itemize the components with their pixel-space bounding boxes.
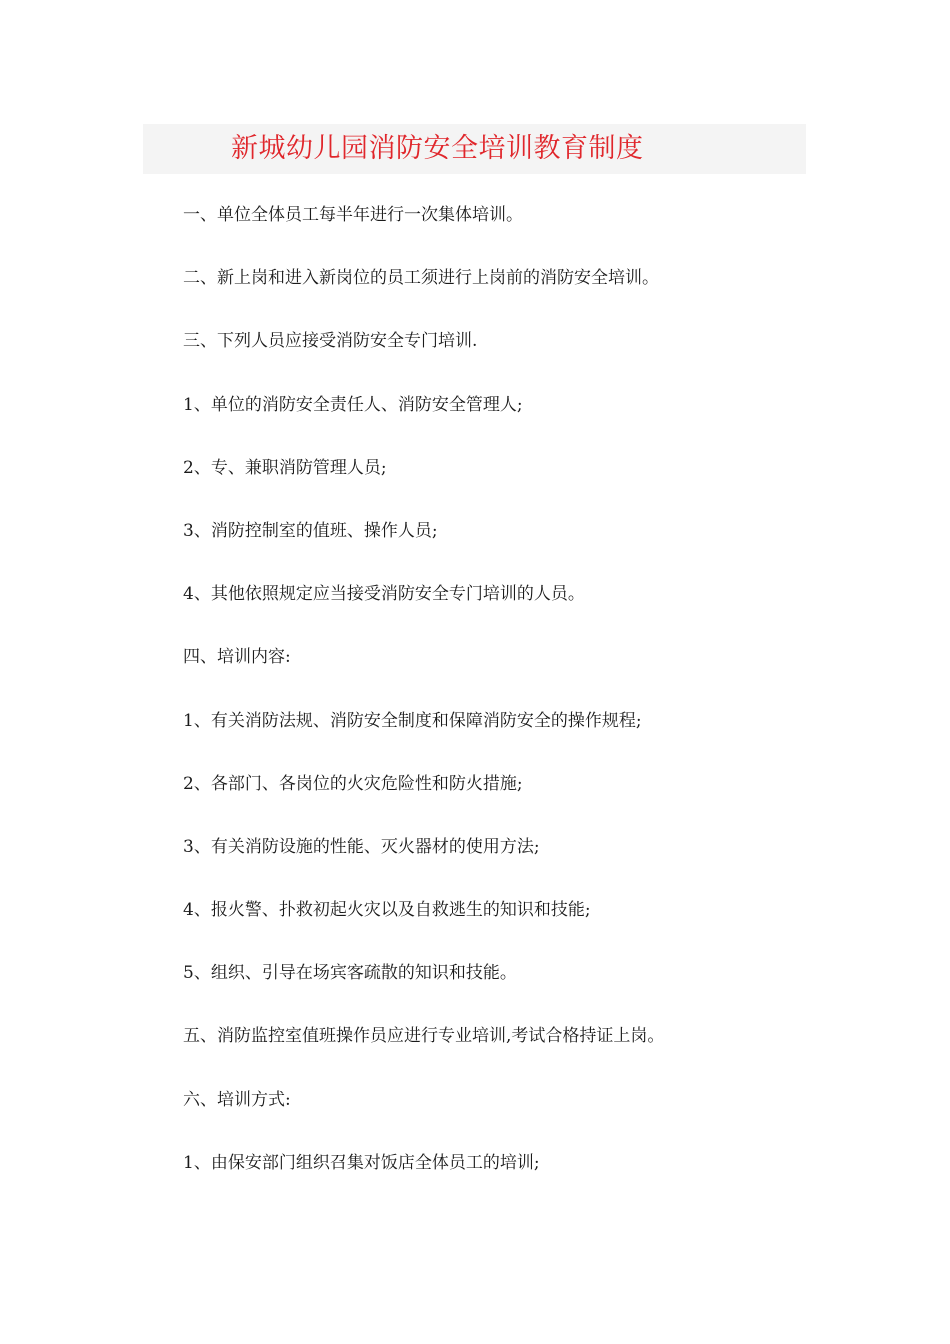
paragraph: 4、报火警、扑救初起火灾以及自救逃生的知识和技能; [183, 900, 591, 921]
paragraph: 2、专、兼职消防管理人员; [183, 457, 387, 478]
paragraph: 1、由保安部门组织召集对饭店全体员工的培训; [183, 1152, 540, 1173]
paragraph: 3、消防控制室的值班、操作人员; [183, 520, 438, 541]
paragraph: 1、单位的消防安全责任人、消防安全管理人; [183, 394, 523, 415]
paragraph: 2、各部门、各岗位的火灾危险性和防火措施; [183, 773, 523, 794]
paragraph: 四、培训内容: [183, 647, 291, 668]
paragraph: 1、有关消防法规、消防安全制度和保障消防安全的操作规程; [183, 710, 642, 731]
paragraph: 六、培训方式: [183, 1089, 291, 1110]
paragraph: 二、新上岗和进入新岗位的员工须进行上岗前的消防安全培训。 [183, 268, 659, 289]
paragraph: 三、下列人员应接受消防安全专门培训. [183, 331, 478, 352]
paragraph: 5、组织、引导在场宾客疏散的知识和技能。 [183, 963, 517, 984]
document-body [183, 196, 803, 1207]
document-title: 新城幼儿园消防安全培训教育制度 [231, 133, 644, 164]
paragraph: 4、其他依照规定应当接受消防安全专门培训的人员。 [183, 584, 585, 605]
title-band [143, 124, 806, 174]
paragraph: 一、单位全体员工每半年进行一次集体培训。 [183, 205, 523, 225]
paragraph: 五、消防监控室值班操作员应进行专业培训,考试合格持证上岗。 [183, 1026, 665, 1047]
paragraph: 3、有关消防设施的性能、灭火器材的使用方法; [183, 836, 540, 857]
